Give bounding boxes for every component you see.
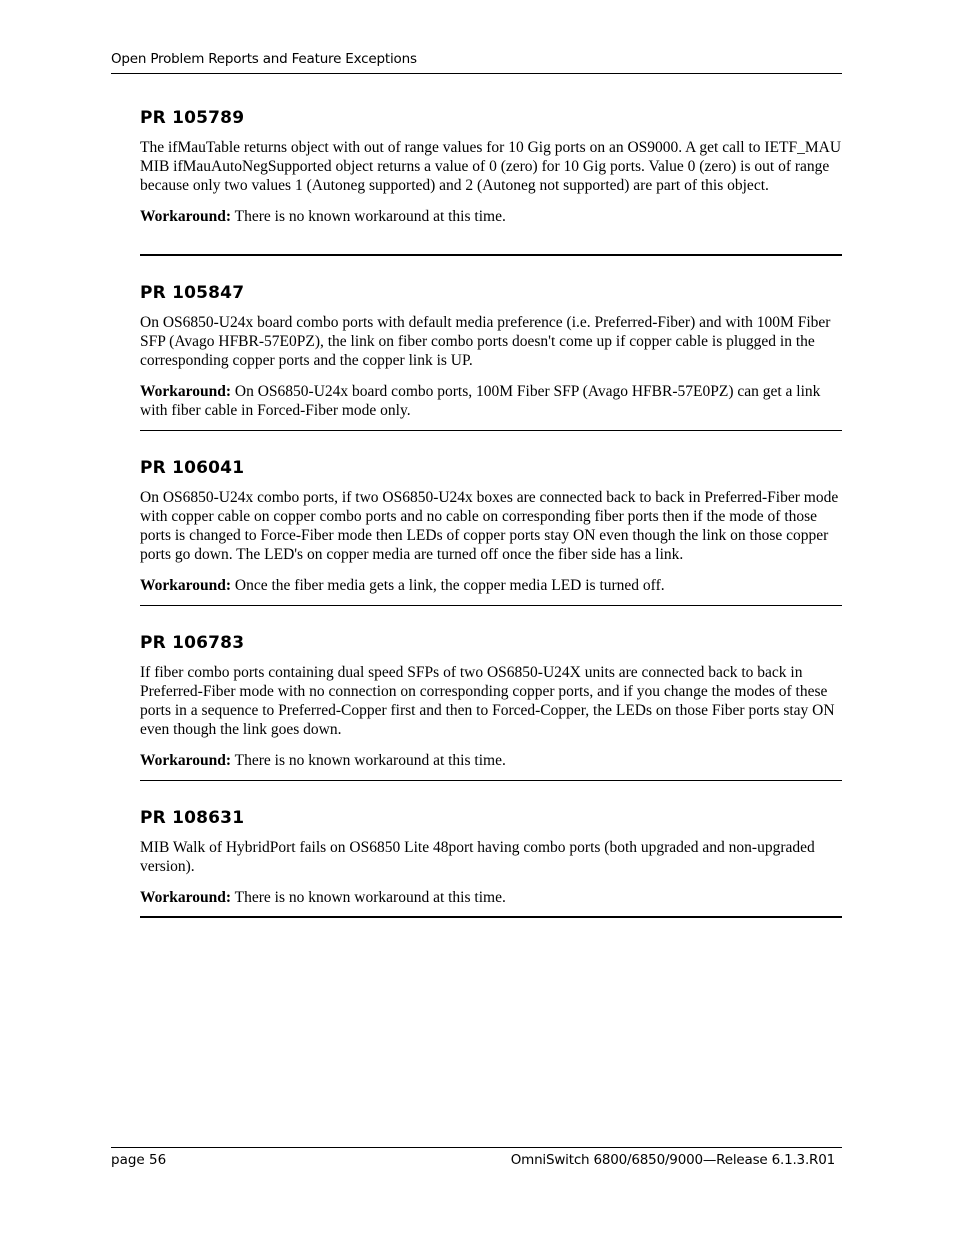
workaround-text: On OS6850-U24x board combo ports, 100M Fiber SFP (Avago HFBR-57E0PZ) can get a link with fiber cable in Forced-Fiber mode only. <box>140 383 821 419</box>
pr-workaround <box>140 382 842 420</box>
pr-workaround <box>140 888 842 907</box>
pr-section-108631 <box>140 808 842 907</box>
pr-description: If fiber combo ports containing dual speed SFPs of two OS6850-U24X units are connected back to back in Preferred-Fiber mode with no connection on corresponding copper ports, and if you change the modes of these ports in a sequence to Preferred-Copper first and then to Forced-Copper, the LEDs on those Fiber ports stay ON even though the link goes down. <box>140 664 835 738</box>
workaround-label: Workaround: <box>140 208 232 225</box>
workaround-label: Workaround: <box>140 752 232 769</box>
workaround-text: There is no known workaround at this time. <box>231 752 506 769</box>
pr-title: PR 106041 <box>140 458 245 478</box>
pr-section-105847 <box>140 283 842 420</box>
product-release: OmniSwitch 6800/6850/9000—Release 6.1.3.R01 <box>510 1152 835 1168</box>
pr-workaround <box>140 751 842 770</box>
page-number: page 56 <box>111 1152 167 1168</box>
pr-section-106041 <box>140 458 842 595</box>
pr-section-105789 <box>140 108 842 226</box>
pr-description: MIB Walk of HybridPort fails on OS6850 Lite 48port having combo ports (both upgraded and non-upgraded version). <box>140 839 815 875</box>
footer-rule <box>111 1147 842 1148</box>
pr-description: On OS6850-U24x board combo ports with default media preference (i.e. Preferred-Fiber) and with 100M Fiber SFP (Avago HFBR-57E0PZ), the link on fiber combo ports doesn't come up if copper cable is plugged in the corresponding copper ports and the copper link is UP. <box>140 314 831 369</box>
section-divider <box>140 430 842 431</box>
workaround-text: There is no known workaround at this time. <box>231 889 506 906</box>
pr-description: On OS6850-U24x combo ports, if two OS6850-U24x boxes are connected back to back in Preferred-Fiber mode with copper cable on copper combo ports and no cable on corresponding fiber ports then if the mode of those ports is changed to Force-Fiber mode then LEDs of copper ports stay ON even though the link on those copper ports go down. The LED's on copper media are turned off once the fiber side has a link. <box>140 489 839 563</box>
workaround-text: Once the fiber media gets a link, the copper media LED is turned off. <box>231 577 665 594</box>
pr-description: The ifMauTable returns object with out of range values for 10 Gig ports on an OS9000. A get call to IETF_MAU MIB ifMauAutoNegSupported object returns a value of 0 (zero) for 10 Gig ports. Value 0 (zero) is out of range because only two values 1 (Autoneg supported) and 2 (Autoneg not supported) are part of this object. <box>140 139 842 194</box>
pr-title: PR 105847 <box>140 283 245 303</box>
pr-title: PR 106783 <box>140 633 245 653</box>
running-header: Open Problem Reports and Feature Exceptions <box>111 51 417 67</box>
workaround-text: There is no known workaround at this time. <box>231 208 506 225</box>
pr-title: PR 108631 <box>140 808 245 828</box>
header-rule <box>111 73 842 74</box>
workaround-label: Workaround: <box>140 577 232 594</box>
pr-title: PR 105789 <box>140 108 245 128</box>
workaround-label: Workaround: <box>140 889 232 906</box>
workaround-label: Workaround: <box>140 383 232 400</box>
pr-workaround <box>140 207 842 226</box>
section-divider <box>140 916 842 918</box>
section-divider <box>140 254 842 256</box>
pr-workaround <box>140 576 842 595</box>
pr-section-106783 <box>140 633 842 770</box>
section-divider <box>140 605 842 606</box>
section-divider <box>140 780 842 781</box>
